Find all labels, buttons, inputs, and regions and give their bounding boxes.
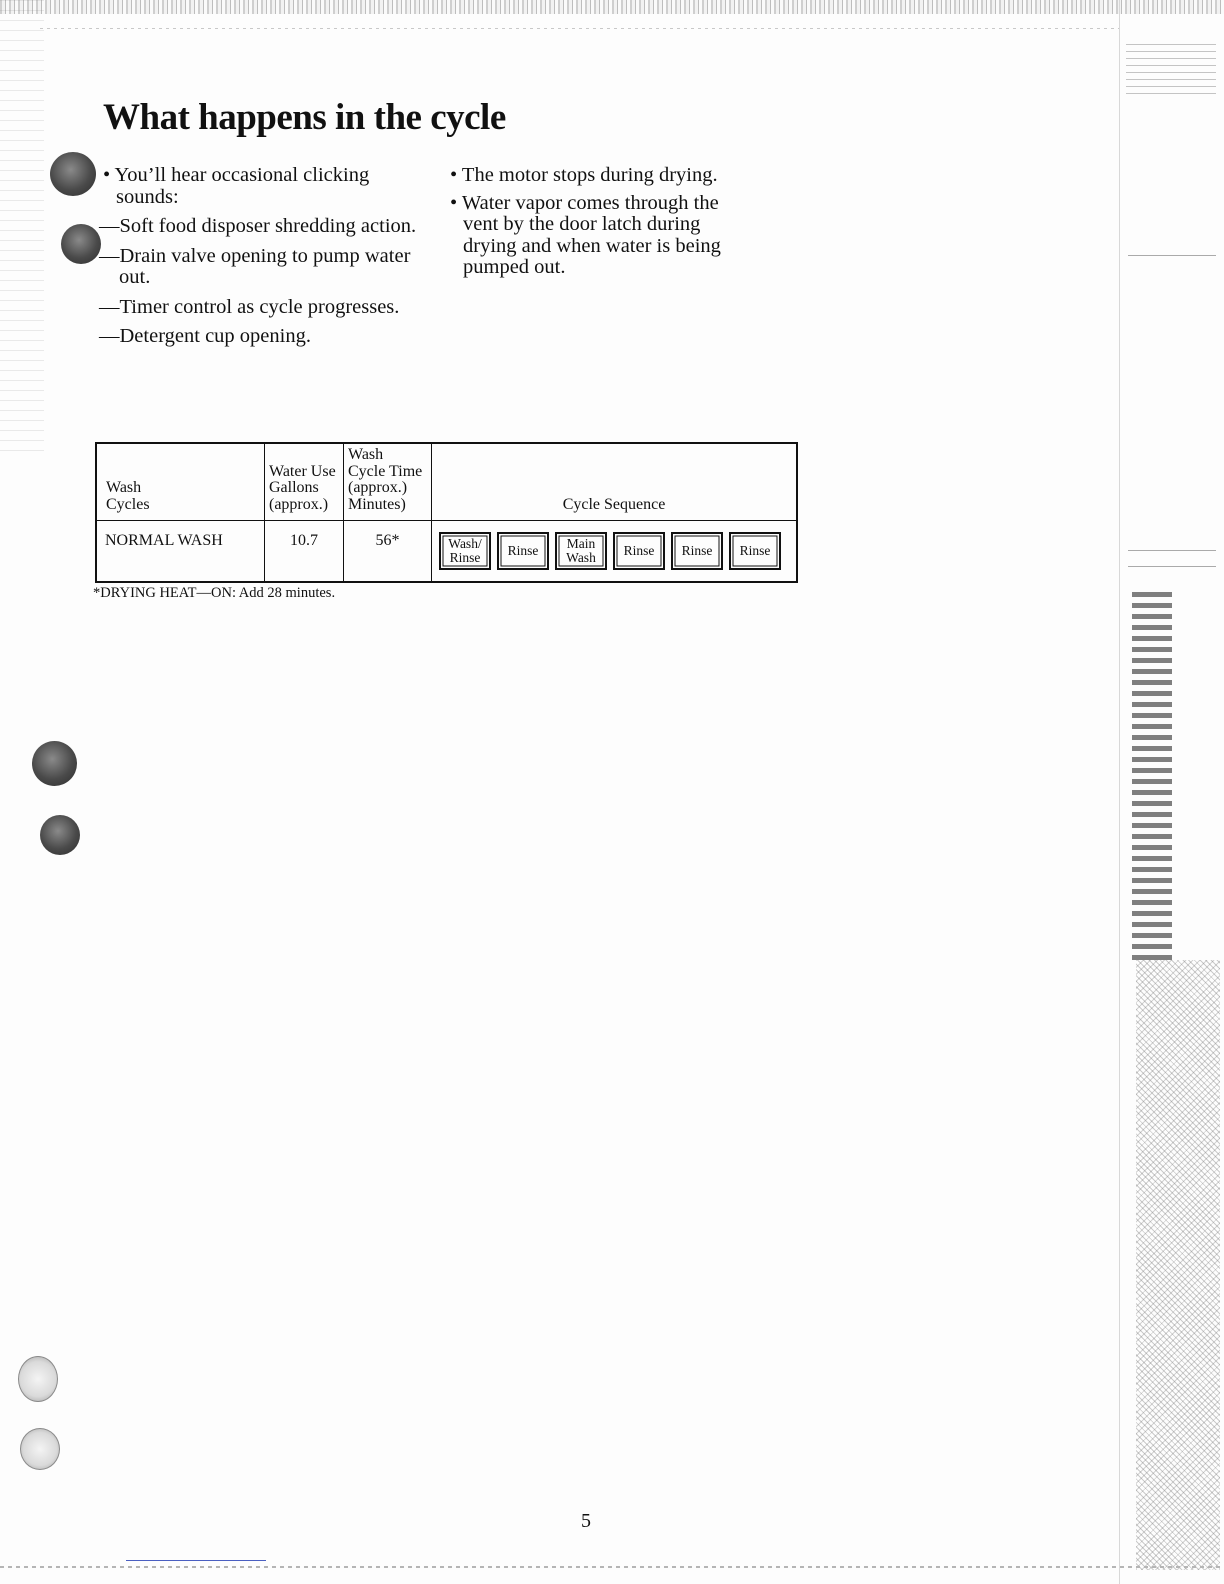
scan-rule [1128,566,1216,567]
scan-edge-left [0,0,44,460]
step-line: Rinse [623,543,655,558]
scan-edge-right [1119,0,1224,1584]
cycle-table [95,442,798,583]
scan-link-line [126,1560,266,1561]
scan-noise [1136,960,1220,1570]
header-line: Cycle Time [348,462,423,480]
list-item: —Soft food disposer shredding action. [99,215,417,237]
scan-bleed-block [1132,590,1172,960]
sequence-step-rinse [613,532,665,570]
list-item: —Timer control as cycle progresses. [99,295,400,318]
page-number: 5 [581,1510,591,1532]
header-line: Gallons [269,479,319,496]
sequence-step-wash-rinse [439,532,491,570]
step-line: Rinse [449,550,481,565]
header-line: (approx.) [269,495,329,513]
header-line: Cycles [106,495,150,513]
cycle-name: NORMAL WASH [96,521,265,583]
scan-edge-top [0,0,1224,14]
punch-hole [40,815,80,855]
sequence-step-main-wash [555,532,607,570]
drying-heat-footnote: *DRYING HEAT—ON: Add 28 minutes. [93,585,336,601]
sequence-step-rinse [671,532,723,570]
step-line: Rinse [739,543,771,558]
header-wash-cycles [96,443,265,521]
punch-hole [61,224,101,264]
step-line: Wash/ [448,536,482,551]
punch-hole [18,1356,58,1402]
list-item: —Drain valve opening to pump water out. [99,244,411,288]
step-line: Rinse [507,543,539,558]
page-title: What happens in the cycle [103,97,506,138]
header-cycle-sequence: Cycle Sequence [432,443,798,521]
punch-hole [20,1428,60,1470]
header-water-use [265,443,344,521]
clicking-sounds-list [99,164,433,356]
gallons-value: 10.7 [265,521,344,583]
list-item: • Water vapor comes through the vent by the door latch during drying and when water is being pumped out. [450,191,721,278]
scan-rule [1128,550,1216,551]
sequence-step-rinse [729,532,781,570]
punch-hole [50,152,96,196]
header-line: (approx.) [348,479,408,496]
list-item: —Detergent cup opening. [99,325,311,347]
sequence-steps [433,532,795,570]
sequence-cell [432,521,798,583]
scan-rule [1128,255,1216,256]
minutes-value: 56* [344,521,432,583]
drying-notes-list [450,165,750,287]
table-header-row [96,443,797,521]
scan-line-top [40,28,1120,29]
header-line: Minutes) [348,495,406,513]
header-line: Wash [348,446,384,463]
table-row [96,521,797,583]
list-item: • The motor stops during drying. [450,164,718,186]
scan-edge-bottom [0,1566,1224,1568]
punch-hole [32,741,77,786]
clicking-sounds-intro: • You’ll hear occasional clicking sounds: [103,164,370,208]
header-cycle-time [344,443,432,521]
step-line: Main [566,536,596,551]
step-line: Wash [566,550,596,565]
header-line: Water Use [269,462,336,480]
header-line: Wash [106,479,142,496]
step-line: Rinse [681,543,713,558]
scan-noise-lines [1126,40,1216,100]
sequence-step-rinse [497,532,549,570]
